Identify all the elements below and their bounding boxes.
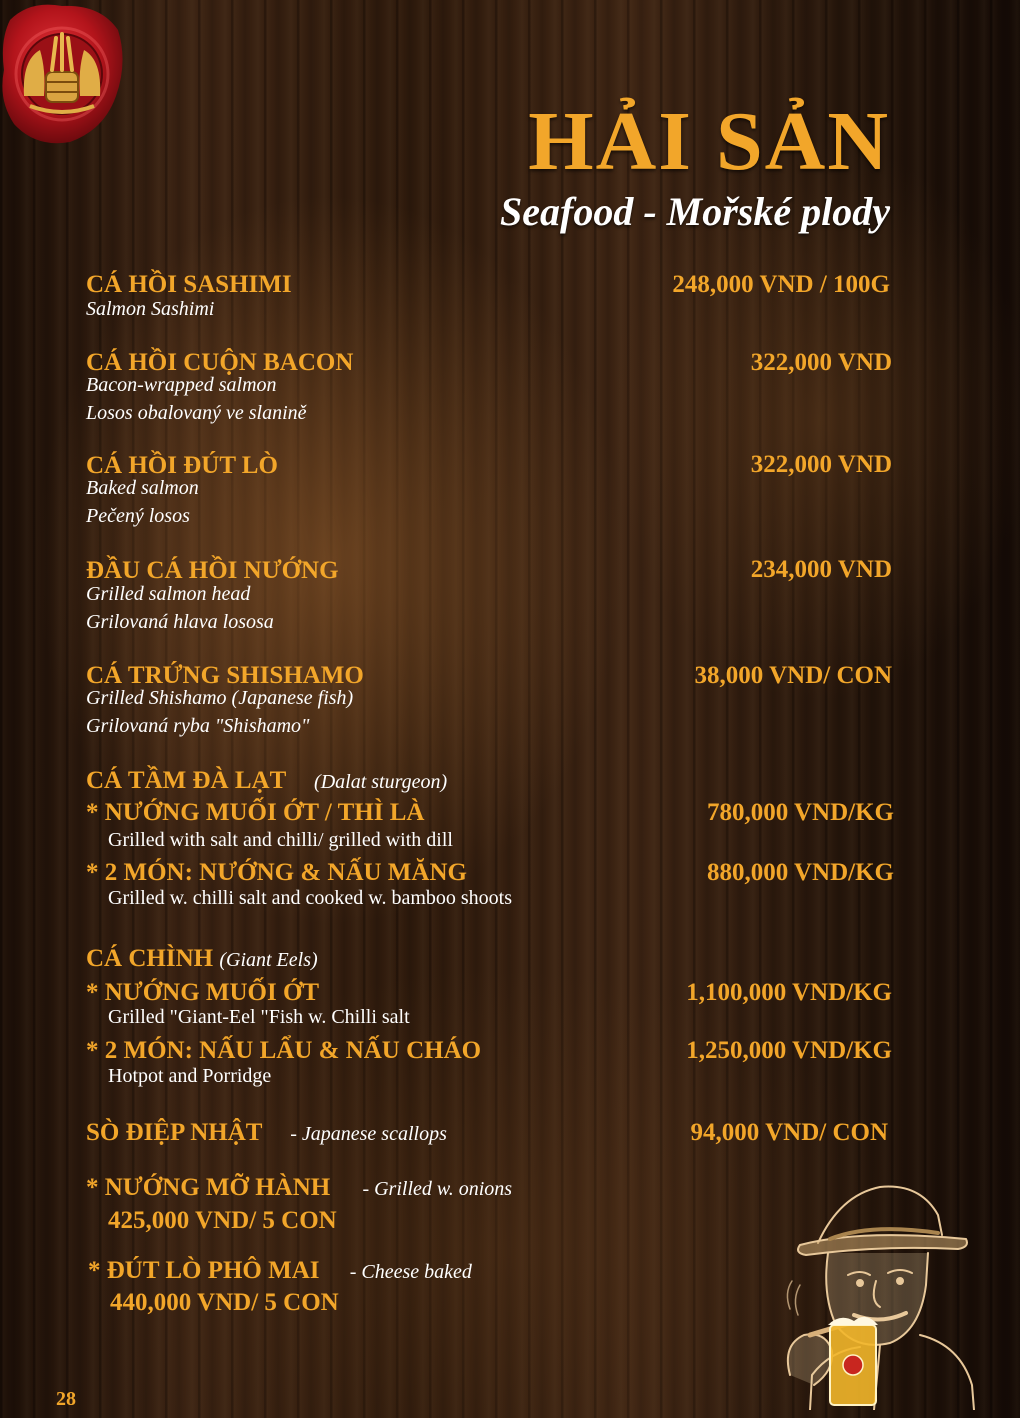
page-number: 28 [56, 1388, 76, 1410]
scallops-option-note: - Grilled w. onions [362, 1178, 513, 1200]
menu-item-price: 322,000 VND [750, 349, 892, 376]
scallops-option-price: 440,000 VND/ 5 CON [110, 1289, 339, 1316]
scallops-heading [86, 1120, 447, 1145]
scallops-option-heading [88, 1258, 472, 1283]
scallops-option-note: - Cheese baked [349, 1261, 472, 1283]
sturgeon-option-desc: Grilled w. chilli salt and cooked w. bamboo shoots [108, 887, 513, 909]
eel-option-price: 1,250,000 VND/KG [686, 1037, 892, 1064]
scallops-option-price: 425,000 VND/ 5 CON [108, 1207, 337, 1234]
eel-option-price: 1,100,000 VND/KG [686, 979, 892, 1006]
menu-item-price: 234,000 VND [750, 556, 892, 583]
menu-item-desc: Grilovaná hlava lososa [86, 611, 274, 633]
menu-item-name: CÁ HỒI ĐÚT LÒ [86, 452, 278, 479]
eel-heading [86, 946, 318, 971]
menu-item-desc: Salmon Sashimi [86, 298, 215, 320]
sturgeon-option-name: * NƯỚNG MUỐI ỚT / THÌ LÀ [86, 799, 425, 826]
sturgeon-name: CÁ TẦM ĐÀ LẠT [86, 767, 286, 794]
menu-item-desc: Pečený losos [86, 505, 190, 527]
man-with-beer-illustration [770, 1175, 980, 1410]
menu-item-desc: Losos obalovaný ve slanině [86, 402, 307, 424]
sturgeon-option-price: 880,000 VND/KG [706, 859, 894, 886]
scallops-name: SÒ ĐIỆP NHẬT [86, 1119, 262, 1146]
menu-item-name: ĐẦU CÁ HỒI NƯỚNG [86, 557, 339, 584]
menu-item-price: 38,000 VND/ CON [694, 662, 892, 689]
page-subtitle: Seafood - Mořské plody [500, 189, 890, 234]
eel-option-name: * 2 MÓN: NẤU LẨU & NẤU CHÁO [86, 1037, 482, 1064]
scallops-price: 94,000 VND/ CON [690, 1119, 888, 1146]
menu-item-name: CÁ HỒI SASHIMI [86, 271, 292, 298]
eel-name: CÁ CHÌNH [86, 945, 214, 972]
menu-item-desc: Baked salmon [86, 477, 199, 499]
page-title: HẢI SẢN [528, 95, 890, 188]
menu-item-desc: Bacon-wrapped salmon [86, 374, 277, 396]
wax-seal-logo [0, 0, 125, 150]
eel-note: (Giant Eels) [219, 949, 318, 971]
menu-item-desc: Grilled Shishamo (Japanese fish) [86, 687, 354, 709]
sturgeon-option-name: * 2 MÓN: NƯỚNG & NẤU MĂNG [86, 859, 467, 886]
menu-item-desc: Grilled salmon head [86, 583, 251, 605]
sturgeon-note: (Dalat sturgeon) [314, 771, 448, 793]
eel-option-name: * NƯỚNG MUỐI ỚT [86, 979, 320, 1006]
scallops-option-name: * ĐÚT LÒ PHÔ MAI [88, 1257, 320, 1284]
scallops-option-heading [86, 1175, 512, 1200]
sturgeon-option-desc: Grilled with salt and chilli/ grilled with dill [108, 829, 453, 851]
menu-item-price: 322,000 VND [750, 451, 892, 478]
menu-item-price: 248,000 VND / 100G [672, 271, 890, 298]
menu-item-name: CÁ TRỨNG SHISHAMO [86, 662, 364, 689]
scallops-note: - Japanese scallops [290, 1123, 447, 1145]
eel-option-desc: Grilled "Giant-Eel "Fish w. Chilli salt [108, 1006, 410, 1028]
menu-item-desc: Grilovaná ryba "Shishamo" [86, 715, 310, 737]
menu-item-name: CÁ HỒI CUỘN BACON [86, 349, 354, 376]
eel-option-desc: Hotpot and Porridge [108, 1065, 272, 1087]
sturgeon-heading [86, 768, 447, 793]
sturgeon-option-price: 780,000 VND/KG [706, 799, 894, 826]
scallops-option-name: * NƯỚNG MỠ HÀNH [86, 1174, 331, 1201]
